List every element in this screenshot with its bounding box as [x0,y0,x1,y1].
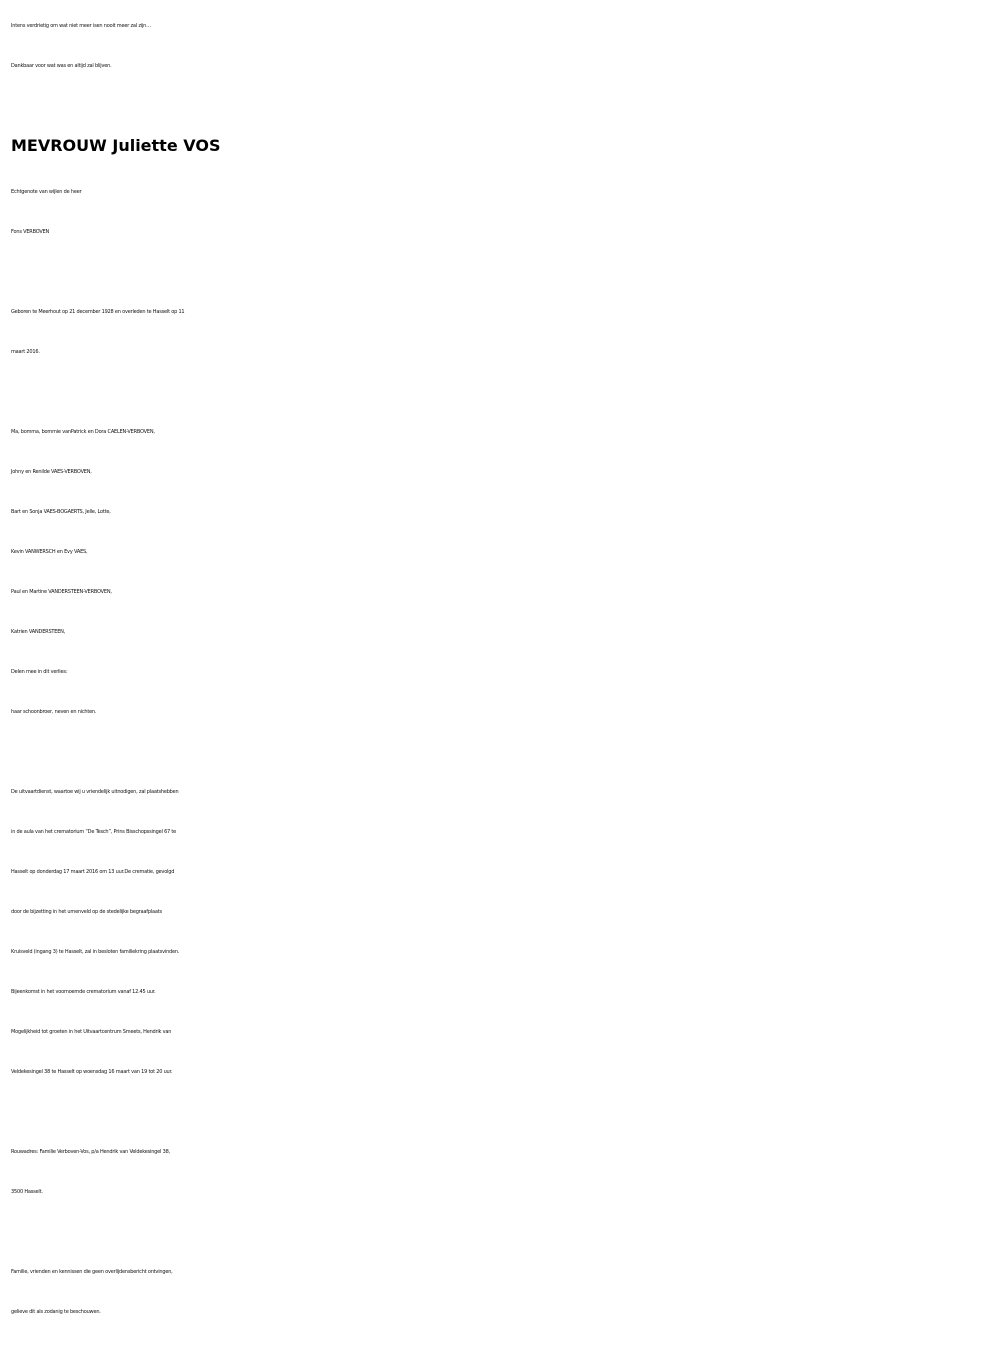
family-line: Bart en Sonja VAES-BOGAERTS, Jelle, Lotte, [11,509,111,515]
spacer [11,372,1000,412]
ceremony-line: De uitvaartdienst, waartoe wij u vriendelijk uitnodigen, zal plaatshebben [11,789,179,795]
ceremony-line: door de bijzetting in het urnenveld op de stedelijke begraafplaats [11,909,162,915]
spacer [11,1212,1000,1252]
family-line: haar schoonbroer, neven en nichten. [11,709,97,715]
spacer [11,252,1000,292]
spouse-line-2: Fons VERBOVEN [11,229,50,235]
ceremony-line: Mogelijkheid tot groeten in het Uitvaartcentrum Smeets, Hendrik van [11,1029,172,1035]
family-line: Paul en Martine VANDERSTEEN-VERBOVEN, [11,589,112,595]
intro-line-2: Dankbaar voor wat was en altijd zal blijven. [11,63,112,69]
ceremony-line: Bijeenkomst in het voornoemde crematorium vanaf 12.45 uur. [11,989,156,995]
family-line: Katrien VANDERSTEEN, [11,629,66,635]
ceremony-line: Kruisveld (ingang 3) te Hasselt, zal in besloten familiekring plaatsvinden. [11,949,180,955]
closing-line-2: gelieve dit als zodanig te beschouwen. [11,1309,101,1315]
address-line-2: 3500 Hasselt. [11,1189,43,1195]
spacer [11,1092,1000,1132]
spacer [11,732,1000,772]
family-line: Johny en Renilde VAES-VERBOVEN, [11,469,92,475]
family-line: Kevin VANWERSCH en Evy VAES, [11,549,88,555]
spouse-line-1: Echtgenote van wijlen de heer [11,189,82,195]
birth-death-line-1: Geboren te Meerhout op 21 december 1928 en overleden te Hasselt op 11 [11,309,185,315]
birth-death-line-2: maart 2016. [11,349,40,355]
deceased-name: MEVROUW Juliette VOS [11,136,221,155]
family-line: Ma, bomma, bommie vanPatrick en Dora CAELEN-VERBOVEN, [11,429,155,435]
intro-line-1: Intens verdrietig om wat niet meer isen nooit meer zal zijn… [11,23,151,29]
ceremony-line: in de aula van het crematorium “De Tesch”, Prins Bisschopssingel 67 te [11,829,177,835]
closing-line-1: Familie, vrienden en kennissen die geen overlijdensbericht ontvingen, [11,1269,173,1275]
address-line-1: Rouwadres: Familie Verboven-Vos, p/a Hendrik van Veldekesingel 38, [11,1149,170,1155]
family-line: Delen mee in dit verlies: [11,669,68,675]
ceremony-line: Veldekesingel 38 te Hasselt op woensdag 16 maart van 19 tot 20 uur. [11,1069,173,1075]
ceremony-line: Hasselt op donderdag 17 maart 2016 om 13 uur.De crematie, gevolgd [11,869,175,875]
